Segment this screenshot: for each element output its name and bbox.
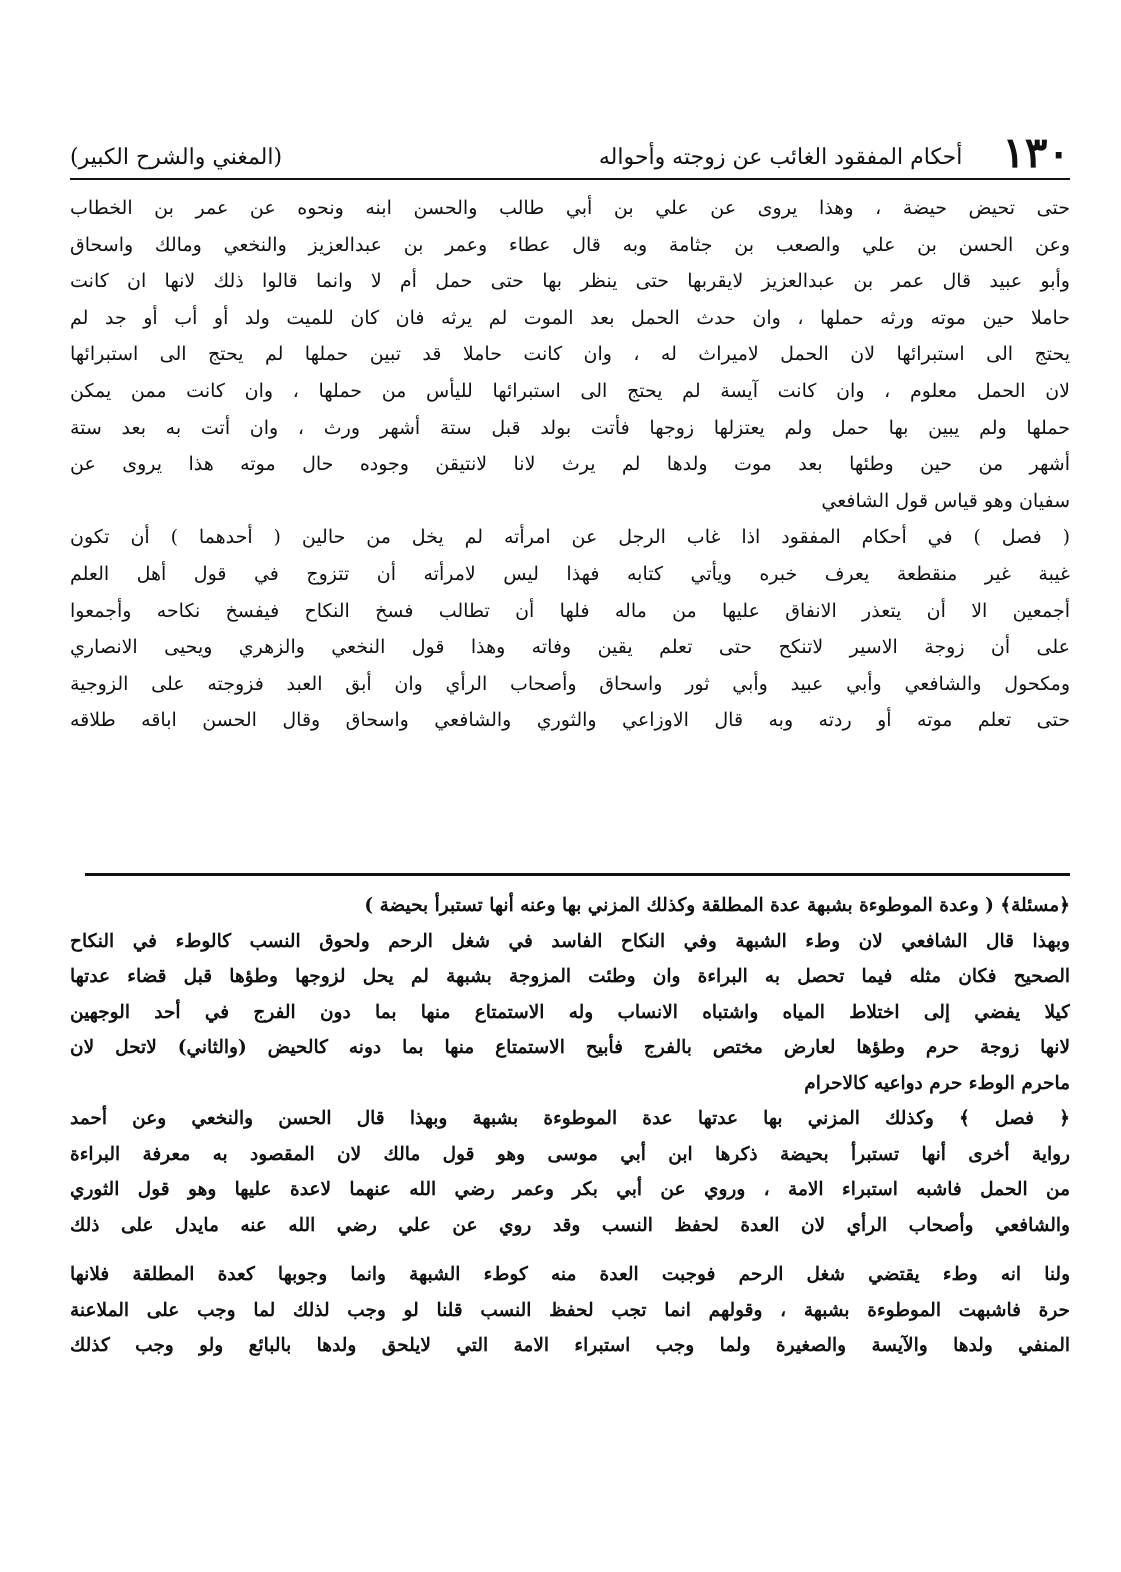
text-line: غيبة غير منقطعة يعرف خبره ويأتي كتابه فهذا ليس لامرأته أن تتزوج في قول أهل العلم — [70, 562, 1070, 585]
text-line: ( فصل ) في أحكام المفقود اذا غاب الرجل عن امرأته لم يخل من حالين ( أحدهما ) أن تكون — [70, 526, 1070, 549]
text-line: حرة فاشبهت الموطوءة بشبهة ، وقولهم انما تجب لحفظ النسب قلنا لو وجب لذلك لما وجب على الملاعنة — [70, 1299, 1070, 1321]
text-line: رواية أخرى أنها تستبرأ بحيضة ذكرها ابن أبي موسى وهو قول مالك لان المقصود به معرفة البراءة — [70, 1143, 1070, 1165]
text-line: وعن الحسن بن علي والصعب بن جثامة وبه قال عطاء وعمر بن عبدالعزيز والنخعي ومالك واسحاق — [70, 233, 1070, 256]
text-line: حتى تعلم موته أو ردته وبه قال الاوزاعي والثوري والشافعي واسحاق وقال الحسن اباقه طلاقه — [70, 709, 1070, 732]
text-line: على أن زوجة الاسير لاتنكح حتى تعلم يقين وفاته وهذا قول النخعي والزهري ويحيى الانصاري — [70, 636, 1070, 659]
text-line: ولنا انه وطء يقتضي شغل الرحم فوجبت العدة منه كوطء الشبهة وانما وجوبها كعدة المطلقة فلانها — [70, 1264, 1070, 1285]
text-line: ﴿ فصل ﴾ وكذلك المزني بها عدتها عدة الموطوءة بشبهة وبهذا قال الحسن والنخعي وعن أحمد — [70, 1108, 1070, 1129]
text-line: كيلا يفضي إلى اختلاط المياه واشتباه الانساب وله الاستمتاع منها بما دون الفرج في أحد الوجهين — [70, 1001, 1070, 1023]
text-line: لانها زوجة حرم وطؤها لعارض مختص بالفرج فأبيح الاستمتاع منها بما دونه كالحيض (والثاني) لاتحل لان — [70, 1037, 1070, 1058]
text-line: الصحيح فكان مثله فيما تحصل به البراءة وان وطئت المزوجة بشبهة لم يحل لزوجها وطؤها قبل قضاء عدتها — [70, 966, 1070, 987]
section-divider — [85, 873, 1070, 876]
text-line: ﴿مسئلة﴾ ( وعدة الموطوءة بشبهة عدة المطلقة وكذلك المزني بها وعنه أنها تستبرأ بحيضة ) — [364, 895, 1070, 916]
text-line: المنفي ولدها والآيسة والصغيرة ولما وجب استبراء الامة التي لايلحق ولدها بالبائع ولو وجب كذلك — [70, 1335, 1070, 1356]
text-line: وأبو عبيد قال عمر بن عبدالعزيز لايقربها حتى ينظر بها حتى حمل أم لا وانما قالوا ذلك لانها ان كانت — [70, 270, 1070, 293]
text-line: حتى تحيض حيضة ، وهذا يروى عن علي بن أبي طالب والحسن ابنه ونحوه عن عمر بن الخطاب — [70, 197, 1070, 219]
text-line: ماحرم الوطء حرم دواعيه كالاحرام — [804, 1072, 1070, 1094]
text-line: سفيان وهو قياس قول الشافعي — [821, 489, 1070, 512]
text-line: يحتج الى استبرائها لان الحمل لاميراث له ، وان كانت حاملا قد تبين حملها لم يحتج الى استبرائها — [70, 343, 1070, 366]
header-rule — [70, 178, 1070, 180]
text-line: ومكحول والشافعي وأبي عبيد وأبي ثور واسحاق وأصحاب الرأي وان أبق العبد فزوجته على الزوجية — [70, 672, 1070, 695]
paragraph-gap — [70, 1243, 1070, 1257]
page-number: ١٣٠ — [1002, 128, 1070, 177]
text-line: لان الحمل معلوم ، وان كانت آيسة لم يحتج الى استبرائها لليأس من حملها ، وان كانت ممن يمكن — [70, 379, 1070, 402]
running-title: أحكام المفقود الغائب عن زوجته وأحواله — [598, 145, 963, 171]
text-line: من الحمل فاشبه استبراء الامة ، وروي عن أبي بكر وعمر رضي الله عنهما لاعدة عليها وهو قول الثوري — [70, 1179, 1070, 1200]
commentary-text — [70, 888, 1070, 1364]
book-title: (المغني والشرح الكبير) — [70, 145, 283, 171]
text-line: والشافعي وأصحاب الرأي لان العدة لحفظ النسب وقد روي عن علي رضي الله عنه مايدل على ذلك — [70, 1214, 1070, 1236]
document-page — [70, 0, 1070, 1572]
text-line: أشهر من حين وطئها بعد موت ولدها لم يرث لانا لانتيقن وجوده حال موته هذا يروى عن — [70, 453, 1070, 476]
text-line: حاملا حين موته ورثه حملها ، وان حدث الحمل بعد الموت لم يرثه فان كان للميت ولد أو أب أو جد لم — [70, 306, 1070, 329]
page-header — [70, 118, 1070, 177]
text-line: وبهذا قال الشافعي لان وطء الشبهة وفي النكاح الفاسد في شغل الرحم ولحوق النسب كالوطء في النكاح — [70, 930, 1070, 952]
text-line: حملها ولم يبين بها حمل ولم يعتزلها زوجها فأتت بولد قبل ستة أشهر ورث ، وان أتت به بعد ستة — [70, 416, 1070, 439]
text-line: أجمعين الا أن يتعذر الانفاق عليها من ماله فلها أن تطالب فسخ النكاح فيفسخ نكاحه وأجمعوا — [70, 599, 1070, 622]
main-text — [70, 190, 1070, 739]
